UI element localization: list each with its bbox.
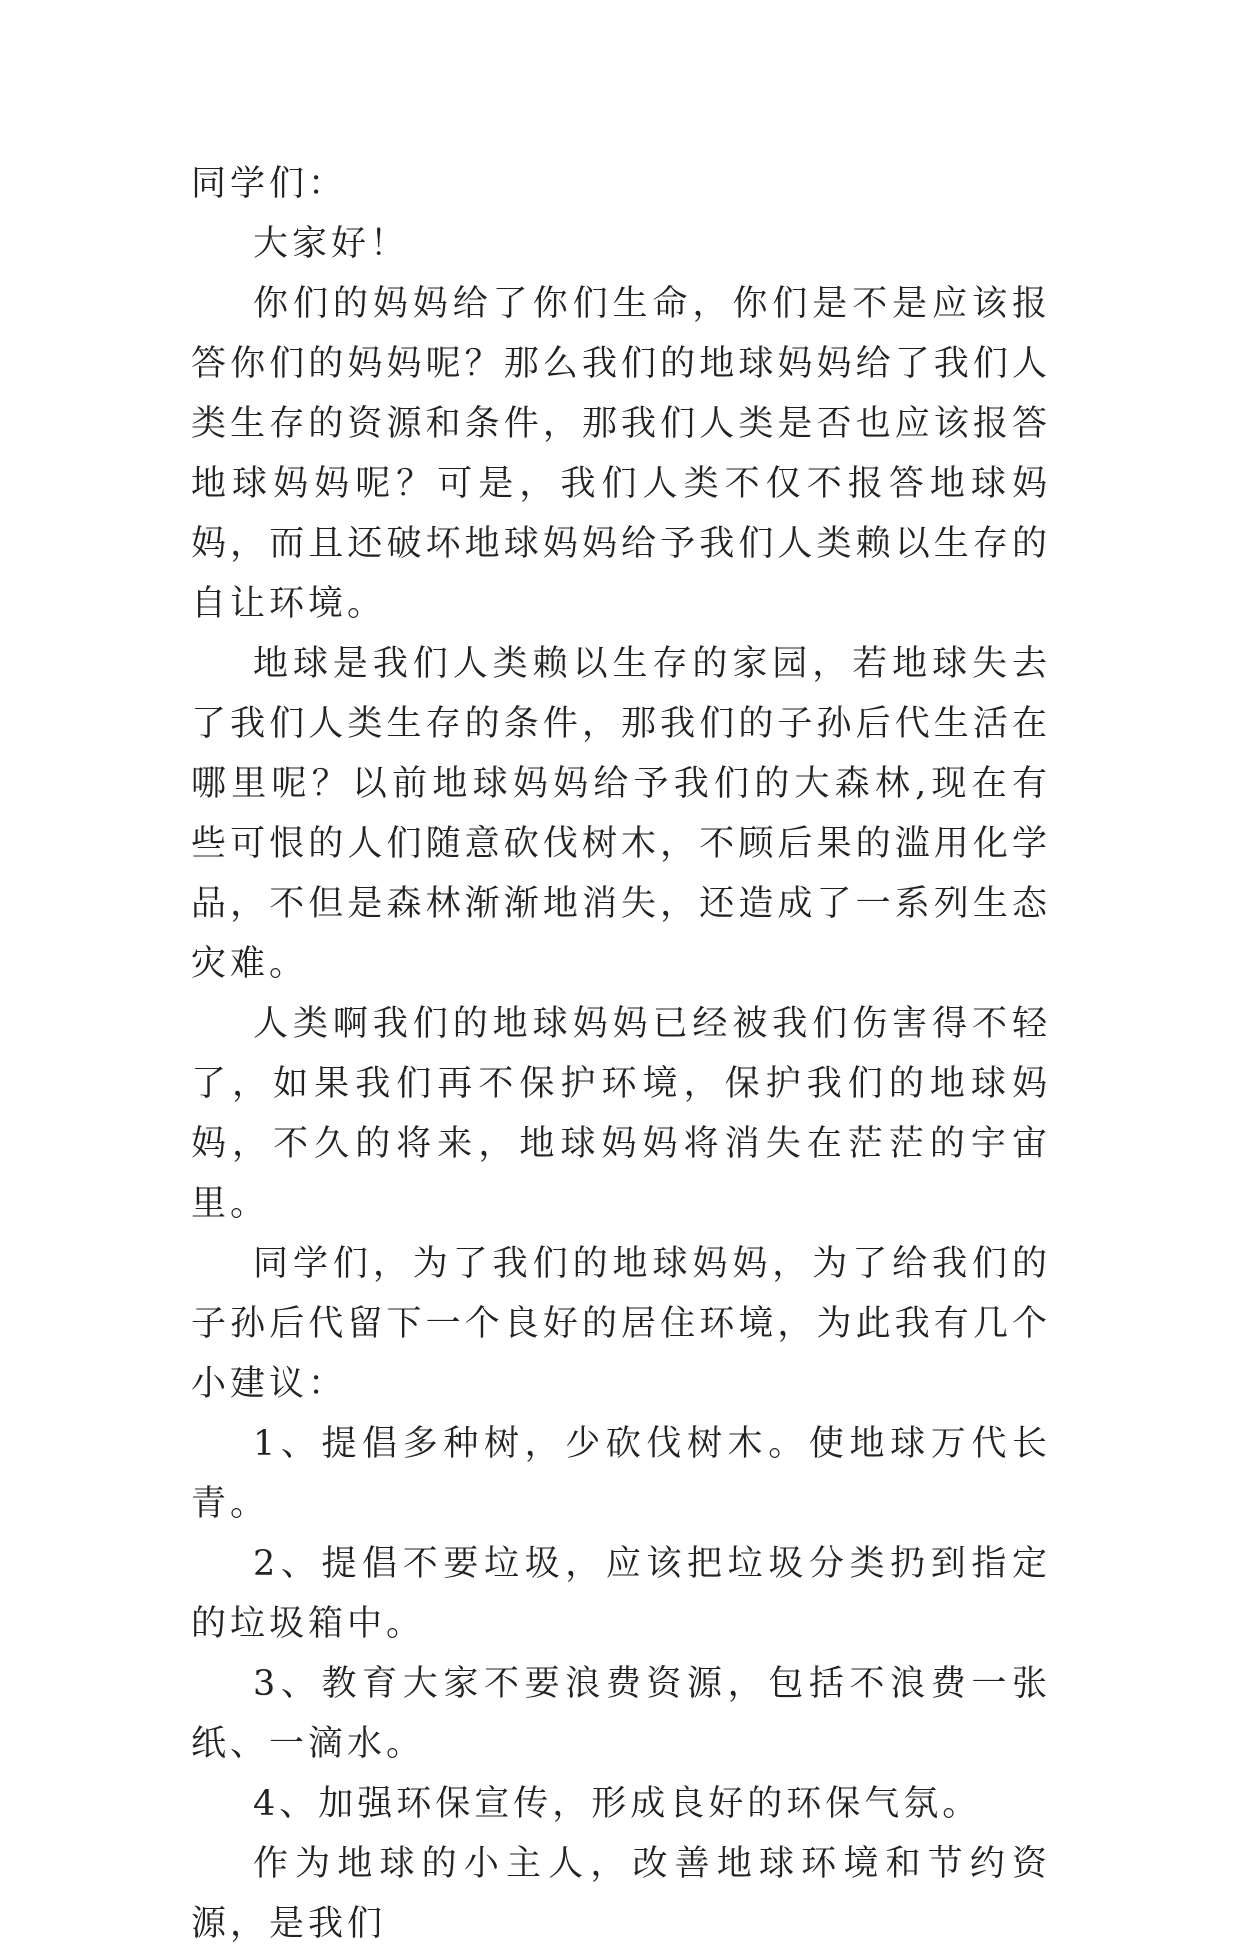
paragraph-greeting: 大家好！ [253,224,410,264]
suggestion-2: 2、提倡不要垃圾，应该把垃圾分类扔到指定的垃圾箱中。 [191,1544,1051,1644]
suggestion-3: 3、教育大家不要浪费资源，包括不浪费一张纸、一滴水。 [191,1664,1051,1764]
document-body [191,154,1051,1954]
salutation: 同学们： [191,164,348,204]
suggestion-4: 4、加强环保宣传，形成良好的环保气氛。 [253,1784,982,1824]
paragraph-3: 人类啊我们的地球妈妈已经被我们伤害得不轻了，如果我们再不保护环境，保护我们的地球妈妈，不久的将来，地球妈妈将消失在茫茫的宇宙里。 [191,1004,1051,1224]
paragraph-1: 你们的妈妈给了你们生命，你们是不是应该报答你们的妈妈呢？那么我们的地球妈妈给了我们人类生存的资源和条件，那我们人类是否也应该报答地球妈妈呢？可是，我们人类不仅不报答地球妈妈，而且还破坏地球妈妈给予我们人类赖以生存的自让环境。 [191,284,1051,624]
suggestion-1: 1、提倡多种树，少砍伐树木。使地球万代长青。 [191,1424,1051,1524]
paragraph-closing: 作为地球的小主人，改善地球环境和节约资源，是我们 [191,1844,1051,1944]
paragraph-2: 地球是我们人类赖以生存的家园，若地球失去了我们人类生存的条件，那我们的子孙后代生活在哪里呢？以前地球妈妈给予我们的大森林,现在有些可恨的人们随意砍伐树木，不顾后果的滥用化学品，不但是森林渐渐地消失，还造成了一系列生态灾难。 [191,644,1051,984]
paragraph-4: 同学们，为了我们的地球妈妈，为了给我们的子孙后代留下一个良好的居住环境，为此我有几个小建议： [191,1244,1051,1404]
